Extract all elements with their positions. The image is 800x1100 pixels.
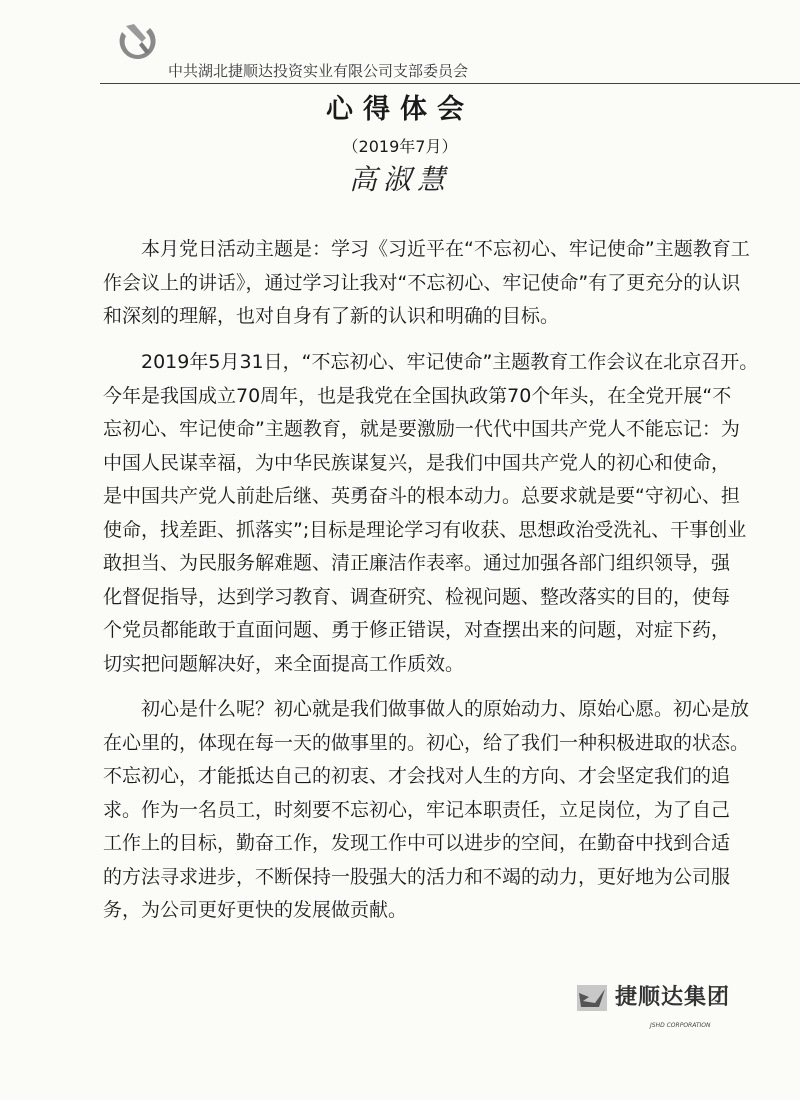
company-logo [575, 982, 730, 1014]
text-line: 初心是什么呢？初心就是我们做事做人的原始动力、原始心愿。初心是放 [141, 698, 750, 720]
text-line: 忘初心、牢记使命”主题教育，就是要激励一代代中国共产党人不能忘记：为 [103, 418, 740, 440]
text-line: 使命，找差距、抓落实”;目标是理论学习有收获、思想政治受洗礼、干事创业 [103, 518, 747, 541]
handwritten-signature: 高淑慧 [348, 163, 451, 196]
text-line: 本月党日活动主题是：学习《习近平在“不忘初心、牢记使命”主题教育工 [141, 238, 750, 260]
party-emblem-icon [112, 18, 160, 66]
header-divider [100, 83, 800, 84]
paragraph-3 [103, 693, 750, 928]
company-logo-icon [575, 983, 609, 1013]
logo-subtitle: JSHD CORPORATION [650, 1022, 711, 1029]
text-line: 的方法寻求进步，不断保持一股强大的活力和不竭的动力，更好地为公司服 [103, 865, 731, 888]
text-line: 今年是我国成立70周年，也是我党在全国执政第70个年头，在全党开展“不 [103, 384, 732, 407]
document-title: 心得体会 [326, 94, 474, 125]
text-line: 务，为公司更好更快的发展做贡献。 [103, 899, 408, 921]
text-line: 是中国共产党人前赴后继、英勇奋斗的根本动力。总要求就是要“守初心、担 [103, 485, 740, 507]
text-line: 工作上的目标，勤奋工作，发现工作中可以进步的空间，在勤奋中找到合适 [103, 832, 731, 854]
paragraph-2 [103, 346, 759, 681]
document-date: （2019年7月） [342, 137, 458, 156]
text-line: 个党员都能敢于直面问题、勇于修正错误，对查摆出来的问题，对症下药， [103, 619, 731, 641]
text-line: 在心里的，体现在每一天的做事里的。初心，给了我们一种积极进取的状态。 [103, 731, 750, 754]
text-line: 作会议上的讲话》，通过学习让我对“不忘初心、牢记使命”有了更充分的认识 [103, 271, 741, 294]
text-line: 切实把问题解决好，来全面提高工作质效。 [103, 652, 465, 675]
text-line: 化督促指导，达到学习教育、调查研究、检视问题、整改落实的目的，使每 [103, 585, 731, 608]
text-line: 敢担当、为民服务解难题、清正廉洁作表率。通过加强各部门组织领导，强 [103, 552, 731, 574]
paragraph-1 [103, 233, 750, 334]
text-line: 中国人民谋幸福，为中华民族谋复兴，是我们中国共产党人的初心和使命， [103, 451, 731, 474]
organization-header: 中共湖北捷顺达投资实业有限公司支部委员会 [168, 62, 469, 80]
text-line: 和深刻的理解，也对自身有了新的认识和明确的目标。 [103, 305, 560, 327]
text-line: 2019年5月31日，“不忘初心、牢记使命”主题教育工作会议在北京召开。 [141, 351, 759, 373]
text-line: 求。作为一名员工，时刻要不忘初心，牢记本职责任，立足岗位，为了自己 [103, 798, 731, 821]
logo-name: 捷顺达集团 [615, 985, 731, 1010]
text-line: 不忘初心，才能抵达自己的初衷、才会找对人生的方向、才会坚定我们的追 [103, 765, 731, 787]
